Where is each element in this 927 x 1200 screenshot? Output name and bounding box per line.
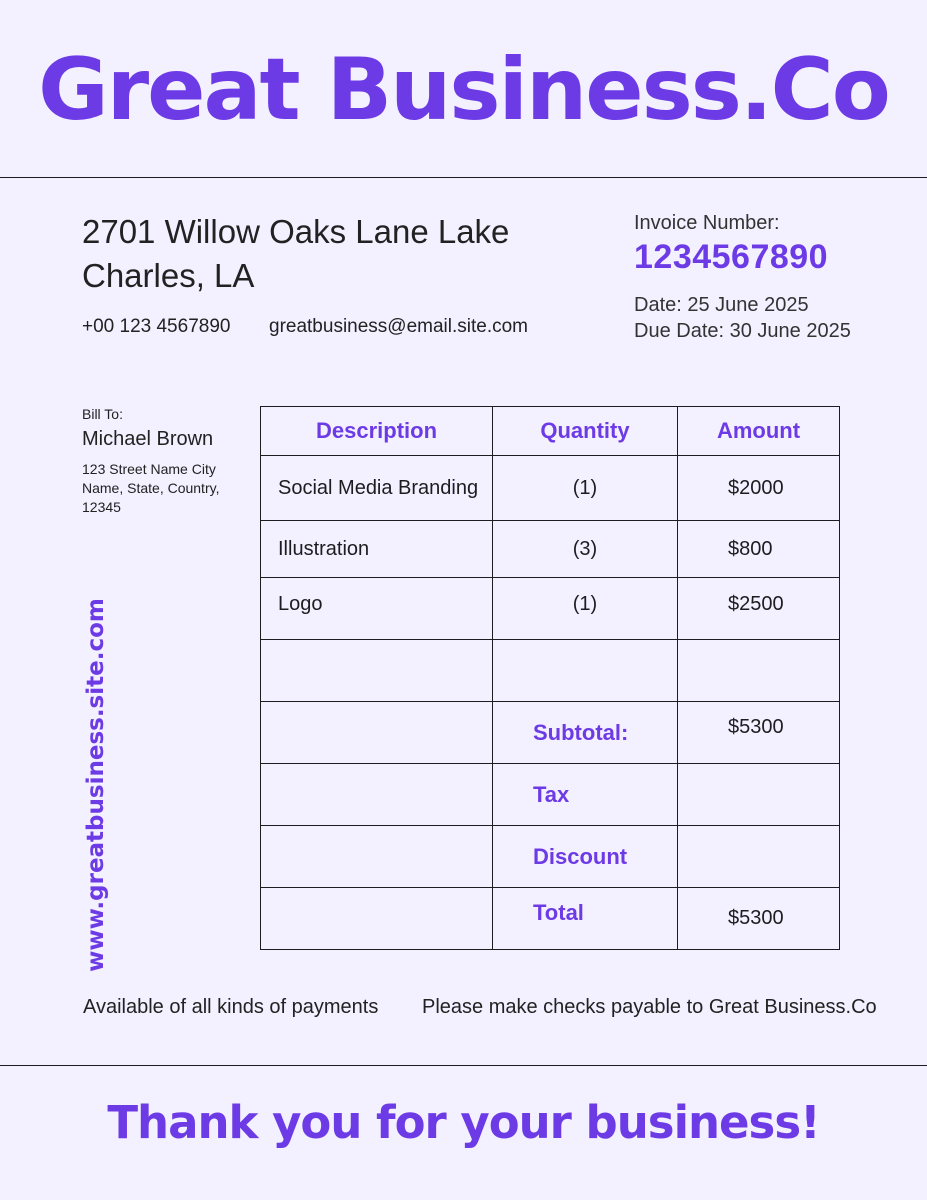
- item-amount: $2000: [678, 456, 840, 521]
- invoice-table: [260, 406, 840, 950]
- item-description: Logo: [261, 578, 493, 640]
- thank-you-message: Thank you for your business!: [107, 1096, 820, 1149]
- summary-row-tax: [261, 764, 840, 826]
- item-quantity: (1): [493, 578, 678, 640]
- table-header-row: [261, 407, 840, 456]
- item-amount: [678, 640, 840, 702]
- total-value: $5300: [678, 888, 840, 950]
- bill-to-address: 123 Street Name City Name, State, Country, 12345: [82, 461, 220, 515]
- subtotal-value: $5300: [678, 702, 840, 764]
- item-amount: $2500: [678, 578, 840, 640]
- total-label: Total: [493, 888, 678, 950]
- item-amount: $800: [678, 521, 840, 578]
- empty-cell: [261, 888, 493, 950]
- column-header-description: Description: [261, 407, 493, 456]
- item-description: [261, 640, 493, 702]
- company-address: 2701 Willow Oaks Lane Lake Charles, LA: [82, 213, 510, 294]
- table-row: [261, 456, 840, 521]
- company-name: Great Business.Co: [38, 40, 889, 140]
- invoice-date: Date: 25 June 2025: [634, 294, 809, 316]
- empty-cell: [261, 702, 493, 764]
- table-row: [261, 521, 840, 578]
- tax-value: [678, 764, 840, 826]
- item-quantity: (1): [493, 456, 678, 521]
- bill-to-name: Michael Brown: [82, 428, 214, 450]
- item-description: Illustration: [261, 521, 493, 578]
- summary-row-total: [261, 888, 840, 950]
- summary-row-subtotal: [261, 702, 840, 764]
- invoice-number: 1234567890: [634, 238, 829, 276]
- invoice-number-label: Invoice Number:: [634, 212, 780, 234]
- table-row: [261, 578, 840, 640]
- summary-row-discount: [261, 826, 840, 888]
- column-header-amount: Amount: [678, 407, 840, 456]
- payments-note: Available of all kinds of payments: [83, 996, 379, 1018]
- checks-note: Please make checks payable to Great Business.Co: [422, 996, 877, 1018]
- empty-cell: [261, 764, 493, 826]
- header-divider: [0, 177, 927, 178]
- item-quantity: [493, 640, 678, 702]
- invoice-due-date: Due Date: 30 June 2025: [634, 320, 851, 342]
- column-header-quantity: Quantity: [493, 407, 678, 456]
- discount-label: Discount: [493, 826, 678, 888]
- company-phone: +00 123 4567890: [82, 316, 231, 337]
- subtotal-label: Subtotal:: [493, 702, 678, 764]
- company-email: greatbusiness@email.site.com: [269, 316, 529, 337]
- item-description: Social Media Branding: [261, 456, 493, 521]
- tax-label: Tax: [493, 764, 678, 826]
- footer-divider: [0, 1065, 927, 1066]
- discount-value: [678, 826, 840, 888]
- table-row: [261, 640, 840, 702]
- bill-to-label: Bill To:: [82, 406, 123, 422]
- empty-cell: [261, 826, 493, 888]
- website-url: www.greatbusiness.site.com: [83, 598, 109, 972]
- item-quantity: (3): [493, 521, 678, 578]
